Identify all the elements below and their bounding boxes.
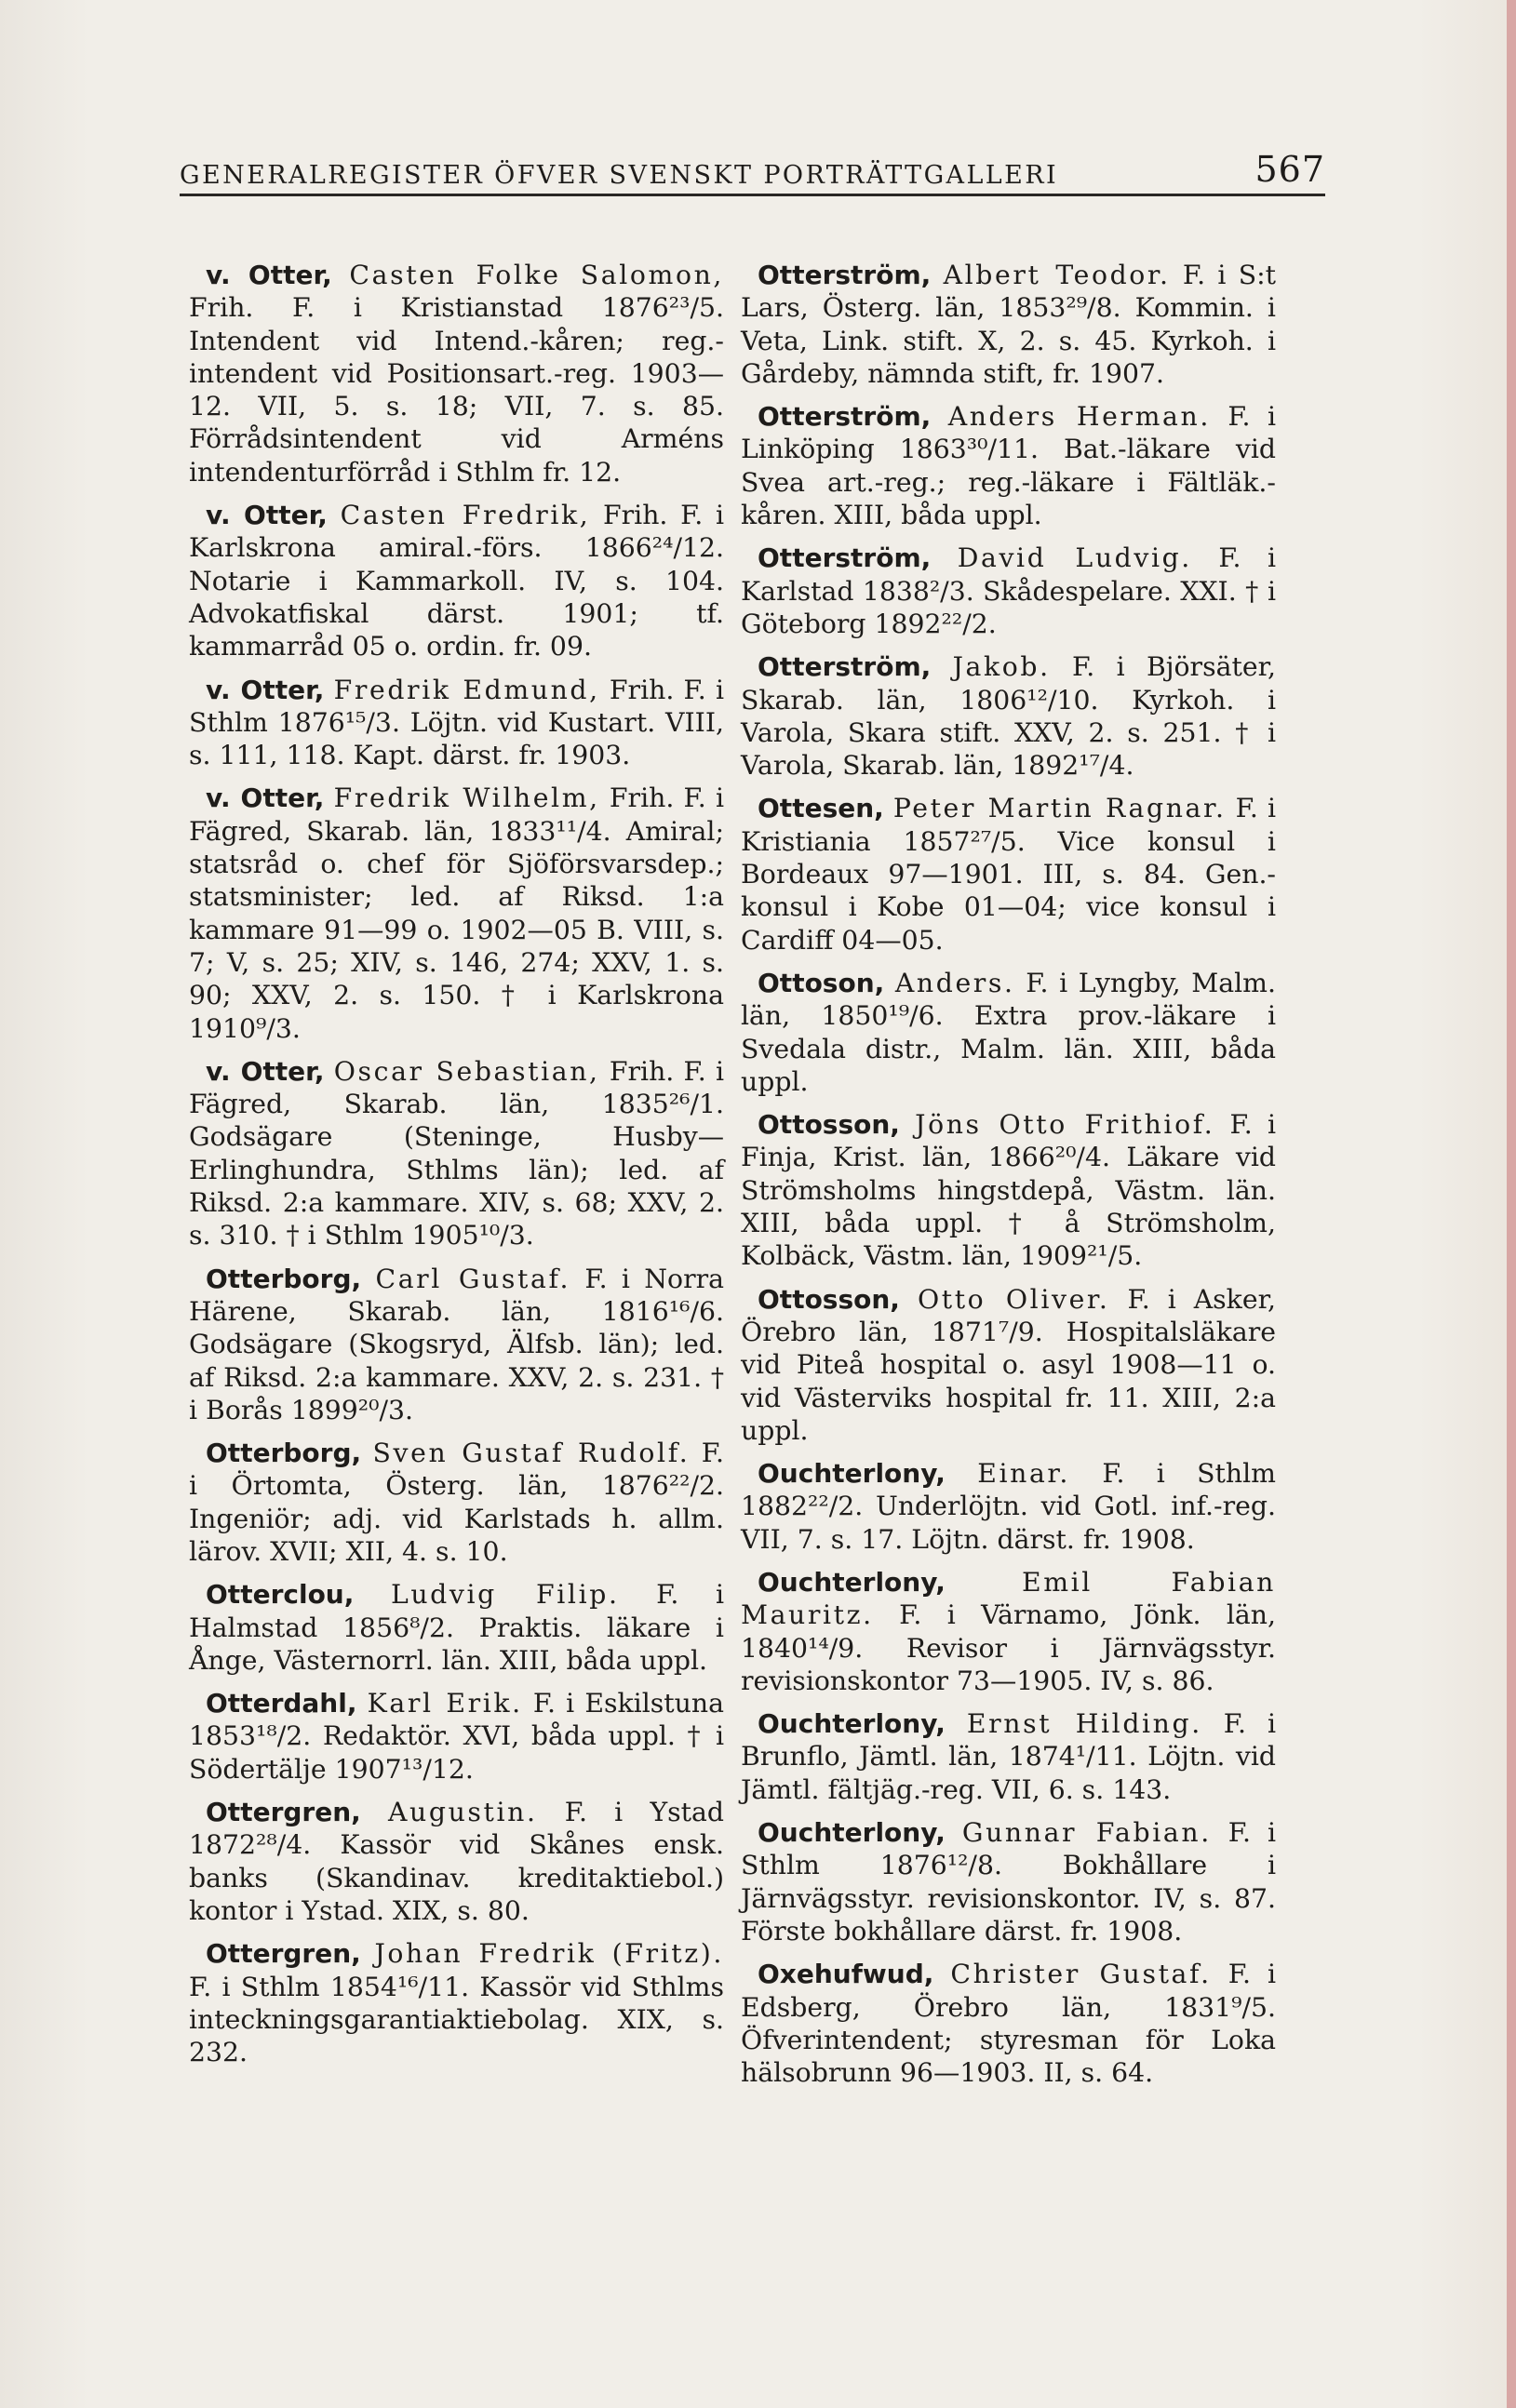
register-entry xyxy=(189,1796,724,1927)
entry-text: Frih. F. i Kristianstad 1876²³/5. Intendent vid Intend.-kåren; reg.-intendent vid Positionsart.-reg. 1903—12. VII, 5. s. 18; VII, 7. s. 85. Förrådsintendent vid Arméns intendenturförråd i Sthlm fr. 12. xyxy=(189,292,724,488)
running-header xyxy=(180,149,1325,196)
entry-given-name: Otto Oliver. xyxy=(917,1283,1110,1315)
entry-text: F. i Finja, Krist. län, 1866²⁰/4. Läkare vid Strömsholms hingstdepå, Västm. län. XIII, båda uppl. † å Strömsholm, Kolbäck, Västm. län, 1909²¹/5. xyxy=(741,1109,1276,1272)
entry-surname: v. Otter, xyxy=(206,1055,325,1087)
register-entry xyxy=(741,650,1276,782)
register-entry xyxy=(741,400,1276,531)
entry-given-name: Casten Folke Salomon, xyxy=(349,260,725,290)
entry-surname: Ouchterlony, xyxy=(758,1566,946,1598)
entry-surname: Ouchterlony, xyxy=(758,1458,946,1490)
register-entry xyxy=(189,1055,724,1252)
entry-given-name: Ludvig Filip. xyxy=(390,1579,620,1611)
entry-text: F. i Örtomta, Österg. län, 1876²²/2. Ingeniör; adj. vid Karlstads h. allm. lärov. XVII; XII, 4. s. 10. xyxy=(189,1438,724,1567)
entry-surname: Otterborg, xyxy=(206,1438,362,1469)
entry-surname: Ottoson, xyxy=(758,967,885,998)
entry-given-name: Carl Gustaf. xyxy=(375,1263,571,1294)
entry-surname: Otterström, xyxy=(758,401,932,433)
header-title: GENERALREGISTER ÖFVER SVENSKT PORTRÄTTGALLERI xyxy=(180,161,1059,190)
register-entry xyxy=(741,1566,1276,1697)
register-entry xyxy=(189,782,724,1044)
entry-surname: Otterclou, xyxy=(206,1579,355,1611)
entry-text: Frih. F. i Fägred, Skarab. län, 1833¹¹/4. Amiral; statsråd o. chef för Sjöförsvarsdep.; statsminister; led. af Riksd. 1:a kammare 91—99 o. 1902—05 B. VIII, s. 7; V, s. 25; XIV, s. 146, 274; XXV, 1. s. 90; XXV, 2. s. 150. † i Karlskrona 1910⁹/3. xyxy=(189,783,725,1044)
entry-surname: Ottesen, xyxy=(758,793,884,824)
entry-text: F. i Brunflo, Jämtl. län, 1874¹/11. Löjtn. vid Jämtl. fältjäg.-reg. VII, 6. s. 143. xyxy=(741,1708,1277,1805)
register-entry xyxy=(741,1108,1276,1272)
entry-given-name: Ernst Hilding. xyxy=(966,1708,1202,1740)
entry-text: Frih. F. i Sthlm 1876¹⁵/3. Löjtn. vid Kustart. VIII, s. 111, 118. Kapt. därst. fr. 1903. xyxy=(189,674,724,771)
entry-given-name: Jöns Otto Frithiof. xyxy=(915,1109,1215,1141)
register-entry xyxy=(189,674,724,772)
entry-surname: Otterborg, xyxy=(206,1263,362,1294)
register-entry xyxy=(741,1457,1276,1556)
entry-given-name: Emil Fabian Mauritz. xyxy=(741,1566,1276,1631)
entry-surname: v. Otter, xyxy=(206,500,328,531)
entry-surname: Ottergren, xyxy=(206,1938,361,1970)
entry-given-name: Oscar Sebastian, xyxy=(333,1055,600,1087)
entry-given-name: Fredrik Wilhelm, xyxy=(333,783,600,814)
page-number: 567 xyxy=(1254,149,1325,190)
register-entry xyxy=(741,1958,1276,2089)
entry-surname: Ottosson, xyxy=(758,1283,900,1315)
entry-given-name: Jakob. xyxy=(952,651,1051,683)
entry-text: F. i Edsberg, Örebro län, 1831⁹/5. Öfverintendent; styresman för Loka hälsobrunn 96—1903. II, s. 64. xyxy=(741,1959,1277,2089)
entry-given-name: Einar. xyxy=(977,1458,1071,1490)
register-entry xyxy=(741,1283,1276,1447)
entry-given-name: Fredrik Edmund, xyxy=(333,674,600,705)
right-column xyxy=(741,259,1276,2099)
entry-given-name: Karl Erik. xyxy=(367,1688,523,1719)
register-entry xyxy=(189,259,724,488)
entry-given-name: Augustin. xyxy=(388,1797,538,1828)
register-entry xyxy=(741,967,1276,1098)
entry-text: F. i Sthlm 1876¹²/8. Bokhållare i Järnvägsstyr. revisionskontor. IV, s. 87. Förste bokhållare därst. fr. 1908. xyxy=(741,1817,1277,1946)
register-entry xyxy=(741,1707,1276,1806)
register-entry xyxy=(189,1578,724,1677)
entry-given-name: Gunnar Fabian. xyxy=(961,1817,1212,1849)
entry-text: F. i Lyngby, Malm. län, 1850¹⁹/6. Extra prov.-läkare i Svedala distr., Malm. län. XIII, båda uppl. xyxy=(741,967,1276,1097)
entry-text: F. i Halmstad 1856⁸/2. Praktis. läkare i Ånge, Västernorrl. län. XIII, båda uppl. xyxy=(189,1579,725,1676)
entry-surname: Ouchterlony, xyxy=(758,1817,946,1849)
register-entry xyxy=(741,1816,1276,1947)
entry-surname: v. Otter, xyxy=(206,674,325,705)
register-entry xyxy=(189,1263,724,1426)
entry-surname: v. Otter, xyxy=(206,260,332,290)
entry-given-name: Albert Teodor. xyxy=(943,260,1171,290)
entry-given-name: Sven Gustaf Rudolf. xyxy=(372,1438,691,1469)
entry-text: F. i Sthlm 1882²²/2. Underlöjtn. vid Gotl. inf.-reg. VII, 7. s. 17. Löjtn. därst. fr. 1908. xyxy=(741,1458,1276,1555)
entry-surname: Oxehufwud, xyxy=(758,1959,934,1990)
register-entry xyxy=(189,1937,724,2068)
entry-given-name: David Ludvig. xyxy=(957,542,1192,574)
register-entry xyxy=(741,259,1276,390)
entry-given-name: Peter Martin Ragnar. xyxy=(892,793,1227,824)
entry-text: F. i Linköping 1863³⁰/11. Bat.-läkare vid Svea art.-reg.; reg.-läkare i Fältläk.-kåren. XIII, båda uppl. xyxy=(741,401,1277,531)
entry-surname: Otterström, xyxy=(758,260,932,290)
entry-text: F. i Kristiania 1857²⁷/5. Vice konsul i Bordeaux 97—1901. III, s. 84. Gen.-konsul i Kobe 01—04; vice konsul i Cardiff 04—05. xyxy=(741,793,1276,956)
register-entry xyxy=(189,499,724,662)
entry-surname: Otterdahl, xyxy=(206,1688,357,1719)
entry-text: F. i Karlstad 1838²/3. Skådespelare. XXI. † i Göteborg 1892²²/2. xyxy=(741,542,1277,639)
entry-surname: Otterström, xyxy=(758,542,932,574)
entry-text: Frih. F. i Karlskrona amiral.-förs. 1866²⁴/12. Notarie i Kammarkoll. IV, s. 104. Advokatfiskal därst. 1901; tf. kammarråd 05 o. ordin. fr. 09. xyxy=(189,500,724,662)
entry-surname: Ottosson, xyxy=(758,1109,900,1141)
left-column xyxy=(189,259,724,2079)
entry-given-name: Anders Herman. xyxy=(947,401,1211,433)
entry-given-name: Christer Gustaf. xyxy=(950,1959,1212,1990)
entry-text: F. i Eskilstuna 1853¹⁸/2. Redaktör. XVI, båda uppl. † i Södertälje 1907¹³/12. xyxy=(189,1688,724,1785)
entry-surname: Ouchterlony, xyxy=(758,1708,946,1740)
entry-given-name: Anders. xyxy=(894,967,1015,998)
entry-surname: Otterström, xyxy=(758,651,932,683)
entry-given-name: Casten Fredrik, xyxy=(340,500,591,531)
entry-given-name: Johan Fredrik (Fritz). xyxy=(374,1938,724,1970)
register-entry xyxy=(741,542,1276,640)
register-entry xyxy=(189,1437,724,1568)
register-entry xyxy=(189,1687,724,1786)
entry-text: F. i Ystad 1872²⁸/4. Kassör vid Skånes ensk. banks (Skandinav. kreditaktiebol.) kontor i Ystad. XIX, s. 80. xyxy=(189,1797,724,1926)
entry-text: F. i Asker, Örebro län, 1871⁷/9. Hospitalsläkare vid Piteå hospital o. asyl 1908—11 o. vid Västerviks hospital fr. 11. XIII, 2:a uppl. xyxy=(741,1283,1276,1446)
entry-surname: v. Otter, xyxy=(206,783,325,814)
entry-surname: Ottergren, xyxy=(206,1797,361,1828)
entry-text: F. i Sthlm 1854¹⁶/11. Kassör vid Sthlms inteckningsgarantiaktiebolag. XIX, s. 232. xyxy=(189,1971,724,2068)
register-entry xyxy=(741,792,1276,956)
entry-text: F. i Björsäter, Skarab. län, 1806¹²/10. Kyrkoh. i Varola, Skara stift. XXV, 2. s. 251. † i Varola, Skarab. län, 1892¹⁷/4. xyxy=(741,651,1276,782)
entry-text: F. i Norra Härene, Skarab. län, 1816¹⁶/6. Godsägare (Skogsryd, Älfsb. län); led. af Riksd. 2:a kammare. XXV, 2. s. 231. † i Borås 1899²⁰/3. xyxy=(189,1263,724,1425)
entry-text: F. i Värnamo, Jönk. län, 1840¹⁴/9. Revisor i Järnvägsstyr. revisionskontor 73—1905. IV, s. 86. xyxy=(741,1599,1276,1696)
entry-text: F. i S:t Lars, Österg. län, 1853²⁹/8. Kommin. i Veta, Link. stift. X, 2. s. 45. Kyrkoh. i Gårdeby, nämnda stift, fr. 1907. xyxy=(741,260,1276,389)
entry-text: Frih. F. i Fägred, Skarab. län, 1835²⁶/1. Godsägare (Steninge, Husby—Erlinghundra, Sthlms län); led. af Riksd. 2:a kammare. XIV, s. 68; XXV, 2. s. 310. † i Sthlm 1905¹⁰/3. xyxy=(189,1055,724,1251)
